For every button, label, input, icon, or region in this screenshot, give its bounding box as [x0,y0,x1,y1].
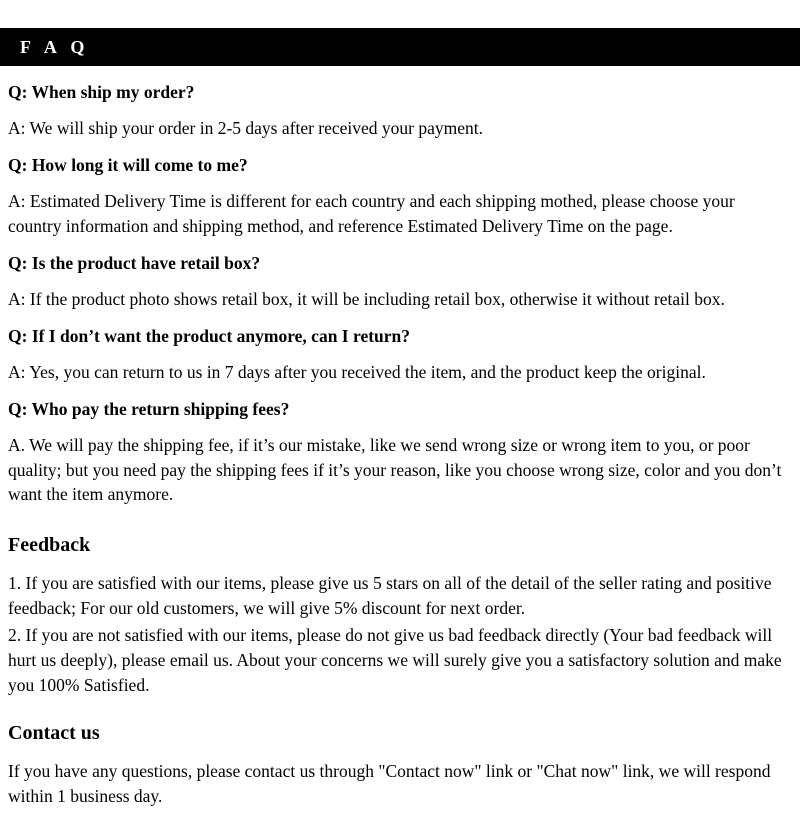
contact-section-body [8,759,790,809]
faq-item [8,153,790,237]
faq-question: Q: Is the product have retail box? [8,252,261,273]
faq-answer: A: Yes, you can return to us in 7 days after you received the item, and the product keep the original. [8,362,706,383]
faq-item [8,251,790,311]
faq-question: Q: How long it will come to me? [8,155,248,176]
faq-header-title: F A Q [20,36,90,57]
faq-answer: A: If the product photo shows retail box, it will be including retail box, otherwise it without retail box. [8,288,725,309]
feedback-section [8,532,790,698]
faq-question: Q: Who pay the return shipping fees? [8,399,290,420]
faq-item [8,80,790,140]
faq-answer: A: We will ship your order in 2-5 days after received your payment. [8,118,484,139]
faq-item [8,397,790,506]
faq-item [8,324,790,384]
feedback-point: 1. If you are satisfied with our items, please give us 5 stars on all of the detail of the seller rating and positive feedback; For our old customers, we will give 5% discount for next order. [8,573,772,619]
contact-section [8,720,790,809]
faq-header-bar [0,28,800,66]
feedback-point: 2. If you are not satisfied with our items, please do not give us bad feedback directly (Your bad feedback will hurt us deeply), please email us. About your concerns we will surely give you a satisfactory solution and make you 100% Satisfied. [8,625,782,695]
feedback-section-title: Feedback [8,533,91,556]
faq-answer: A: Estimated Delivery Time is different for each country and each shipping mothed, please choose your country information and shipping method, and reference Estimated Delivery Time on the page. [8,191,735,236]
contact-text: If you have any questions, please contact us through "Contact now" link or "Chat now" link, we will respond within 1 business day. [8,761,771,807]
faq-question: Q: If I don’t want the product anymore, can I return? [8,325,411,346]
page-content [0,66,800,809]
faq-answer: A. We will pay the shipping fee, if it’s our mistake, like we send wrong size or wrong item to you, or poor quality; but you need pay the shipping fees if it’s your reason, like you choose wrong size, color and you don’t want the item anymore. [8,435,782,504]
feedback-section-body [8,571,790,697]
faq-page [0,28,800,828]
contact-section-title: Contact us [8,721,100,744]
faq-question: Q: When ship my order? [8,82,195,102]
